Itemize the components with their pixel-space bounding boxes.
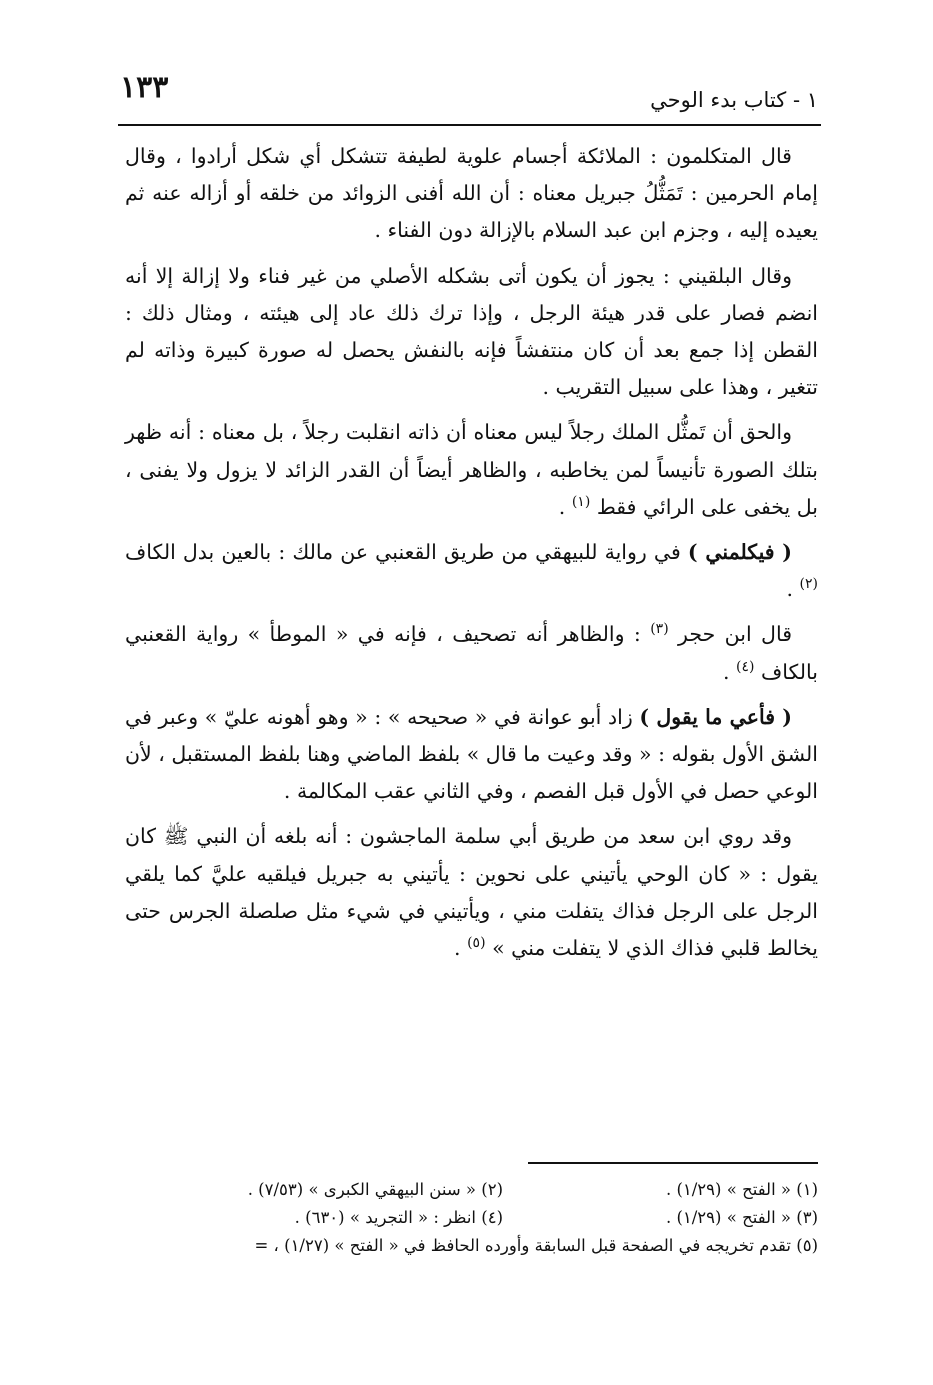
paragraph-7-text: وقد روي ابن سعد من طريق أبي سلمة الماجشون : أنه بلغه أن النبي ﷺ كان يقول : « كان الوحي يأتيني على نحوين : يأتيني به جبريل فيلقيه عليَّ كما يلقي الرجل على الرجل فذاك يتفلت مني ، ويأتيني في شيء مثل صلصلة الجرس حتى يخالط قلبي فذاك الذي لا يتفلت مني » — [125, 824, 818, 961]
footnote-4: (٤) انظر : « التجريد » (٦٣٠) . — [294, 1208, 503, 1227]
footnote-row-2 — [120, 1204, 818, 1232]
footnote-ref-2[interactable]: (٢) — [799, 576, 818, 593]
paragraph-2: وقال البلقيني : يجوز أن يكون أتى بشكله الأصلي من غير فناء ولا إزالة إلا أنه انضم فصار على قدر هيئة الرجل ، وإذا ترك ذلك عاد إلى هيئته ، ومثال ذلك : القطن إذا جمع بعد أن كان منتفشاً فإنه بالنفش يحصل له صورة كبيرة وذاته لم تتغير ، وهذا على سبيل التقريب . — [125, 263, 818, 400]
footnote-5: (٥) تقدم تخريجه في الصفحة قبل السابقة وأورده الحافظ في « الفتح » (١/٢٧) ، = — [254, 1236, 818, 1255]
paragraph-7 — [125, 818, 818, 967]
paragraph-6-text: زاد أبو عوانة في « صحيحه » : « وهو أهونه عليّ » وعبر في الشق الأول بقوله : « وقد وعيت ما قال » بلفظ الماضي وهنا بلفظ المستقبل ، لأن الوعي حصل في الأول قبل الفصم ، وفي الثاني عقب المكالمة . — [125, 704, 818, 804]
lemma-faai-ma-yaqul: ( فأعي ما يقول ) — [639, 704, 792, 729]
paragraph-5-text-2: : والظاهر أنه تصحيف ، فإنه في « الموطأ » رواية القعنبي بالكاف — [125, 622, 818, 684]
footnote-ref-3[interactable]: (٣) — [650, 621, 669, 638]
footnote-rule — [528, 1162, 818, 1164]
footnote-row-1 — [120, 1176, 818, 1204]
paragraph-5 — [125, 616, 818, 690]
footnote-3: (٣) « الفتح » (١/٢٩) . — [665, 1208, 818, 1227]
paragraph-4-text: في رواية للبيهقي من طريق القعنبي عن مالك : بالعين بدل الكاف — [125, 540, 688, 565]
lemma-fayukallimuni: ( فيكلمني ) — [687, 540, 792, 565]
footnote-ref-4[interactable]: (٤) — [735, 658, 755, 675]
header-rule — [118, 124, 821, 126]
page-number: ١٣٣ — [120, 70, 169, 105]
footnote-ref-1[interactable]: (١) — [571, 494, 591, 510]
paragraph-5-end: . — [722, 659, 736, 684]
paragraph-6 — [125, 699, 818, 811]
paragraph-7-end: . — [454, 936, 468, 961]
footnote-1: (١) « الفتح » (١/٢٩) . — [665, 1180, 818, 1199]
running-head: ١ - كتاب بدء الوحي — [650, 88, 818, 112]
footnote-2: (٢) « سنن البيهقي الكبرى » (٧/٥٣) . — [247, 1180, 503, 1199]
paragraph-3 — [125, 414, 818, 526]
page-header — [120, 70, 818, 120]
main-text — [125, 138, 818, 975]
paragraph-3-end: . — [558, 494, 572, 519]
paragraph-4-end: . — [786, 577, 800, 602]
paragraph-3-text: والحق أن تَمثُّل الملك رجلاً ليس معناه أن ذاته انقلبت رجلاً ، بل معناه : أنه ظهر بتلك الصورة تأنيساً لمن يخاطبه ، والظاهر أيضاً أن القدر الزائد لا يزول ولا يفنى ، بل يخفى على الرائي فقط — [125, 420, 818, 519]
paragraph-1: قال المتكلمون : الملائكة أجسام علوية لطيفة تتشكل أي شكل أرادوا ، وقال إمام الحرمين : تَمَثُّلُ جبريل معناه : أن الله أفنى الزوائد من خلقه أو أزاله عنه ثم يعيده إليه ، وجزم ابن عبد السلام بالإزالة دون الفناء . — [125, 144, 818, 243]
footnotes — [120, 1176, 818, 1260]
footnote-ref-5[interactable]: (٥) — [467, 935, 486, 952]
paragraph-4 — [125, 534, 818, 608]
paragraph-5-text-1: قال ابن حجر — [668, 622, 792, 647]
